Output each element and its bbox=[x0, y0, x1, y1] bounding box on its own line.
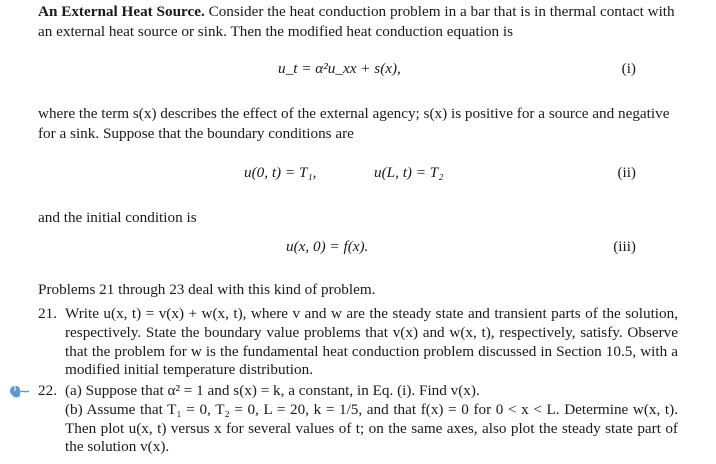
problem-21-number: 21. bbox=[38, 305, 57, 322]
equation-ii bbox=[38, 164, 636, 184]
equation-ii-right: u(L, t) = T₂ bbox=[374, 164, 444, 181]
intro-text: Consider the heat conduction problem in a bar that is in thermal contact with an external heat source or sink. Then the modified heat conduction equation is bbox=[38, 3, 675, 40]
problem-22-part-a: (a) Suppose that α² = 1 and s(x) = k, a constant, in Eq. (i). Find v(x). bbox=[65, 382, 480, 399]
equation-ii-number: (ii) bbox=[617, 164, 636, 181]
source-sink-paragraph: where the term s(x) describes the effect of the external agency; s(x) is positive for a source and negative for a sink. Suppose that the boundary conditions are bbox=[38, 105, 670, 142]
equation-ii-left: u(0, t) = T₁, bbox=[244, 164, 317, 181]
computer-mouse-icon bbox=[8, 384, 30, 398]
problem-22 bbox=[38, 382, 678, 457]
problem-22-number: 22. bbox=[38, 382, 57, 399]
equation-i bbox=[38, 60, 636, 80]
equation-i-body: u_t = α²u_xx + s(x), bbox=[278, 60, 401, 77]
equation-i-number: (i) bbox=[621, 60, 636, 77]
section-title: An External Heat Source. bbox=[38, 3, 205, 20]
equation-iii-body: u(x, 0) = f(x). bbox=[286, 238, 369, 255]
equation-iii-number: (iii) bbox=[613, 238, 636, 255]
problem-22-part-b: (b) Assume that T₁ = 0, T₂ = 0, L = 20, k = 1/5, and that f(x) = 0 for 0 < x < L. Determine w(x, t). Then plot u(x, t) versus x for several values of t; on the same axes, also plot the steady state part of the solution v(x). bbox=[65, 400, 678, 456]
problem-21-text: Write u(x, t) = v(x) + w(x, t), where v and w are the steady state and transient parts of the solution, respectively. State the boundary value problems that v(x) and w(x, t), respectively, satisfy. Observe that the problem for w is the fundamental heat conduction problem discussed in Section 10.5, with a modified initial temperature distribution. bbox=[65, 305, 678, 379]
equation-iii bbox=[38, 238, 636, 258]
problem-21 bbox=[38, 305, 678, 380]
intro-paragraph bbox=[38, 2, 678, 42]
initial-condition-intro: and the initial condition is bbox=[38, 209, 197, 226]
problems-intro: Problems 21 through 23 deal with this kind of problem. bbox=[38, 281, 376, 298]
